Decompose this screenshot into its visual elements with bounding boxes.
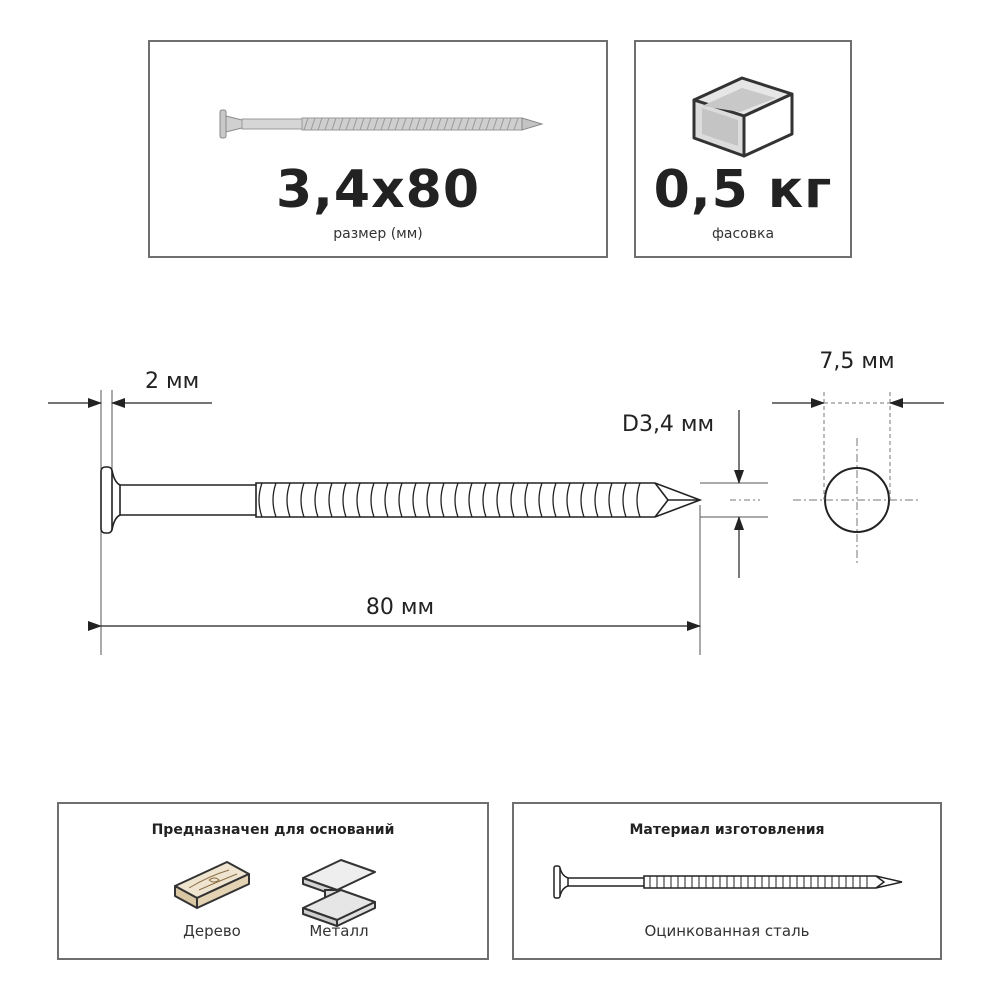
base-icons	[59, 804, 487, 958]
nail-drawing	[101, 467, 700, 533]
head-thickness-label: 2 мм	[145, 369, 200, 394]
size-value: 3,4x80	[275, 160, 481, 220]
material-card	[512, 802, 942, 960]
head-diameter-label: 7,5 мм	[819, 349, 895, 374]
pack-value: 0,5 кг	[653, 160, 833, 220]
diameter-dimension	[622, 410, 768, 578]
length-dimension	[101, 505, 700, 655]
bases-card	[57, 802, 489, 960]
head-end-view	[772, 349, 944, 565]
pack-caption: фасовка	[711, 226, 775, 242]
base-label-metal: Металл	[309, 922, 369, 940]
metal-beam-icon	[303, 860, 375, 926]
wood-plank-icon	[175, 862, 249, 908]
material-label: Оцинкованная сталь	[644, 922, 810, 940]
bases-title: Предназначен для оснований	[151, 822, 395, 838]
base-label-wood: Дерево	[183, 922, 241, 940]
size-caption: размер (мм)	[333, 226, 423, 242]
diameter-label: D3,4 мм	[622, 412, 715, 437]
material-title: Материал изготовления	[629, 822, 825, 838]
head-thickness-dimension	[48, 369, 212, 655]
length-label: 80 мм	[365, 595, 435, 620]
